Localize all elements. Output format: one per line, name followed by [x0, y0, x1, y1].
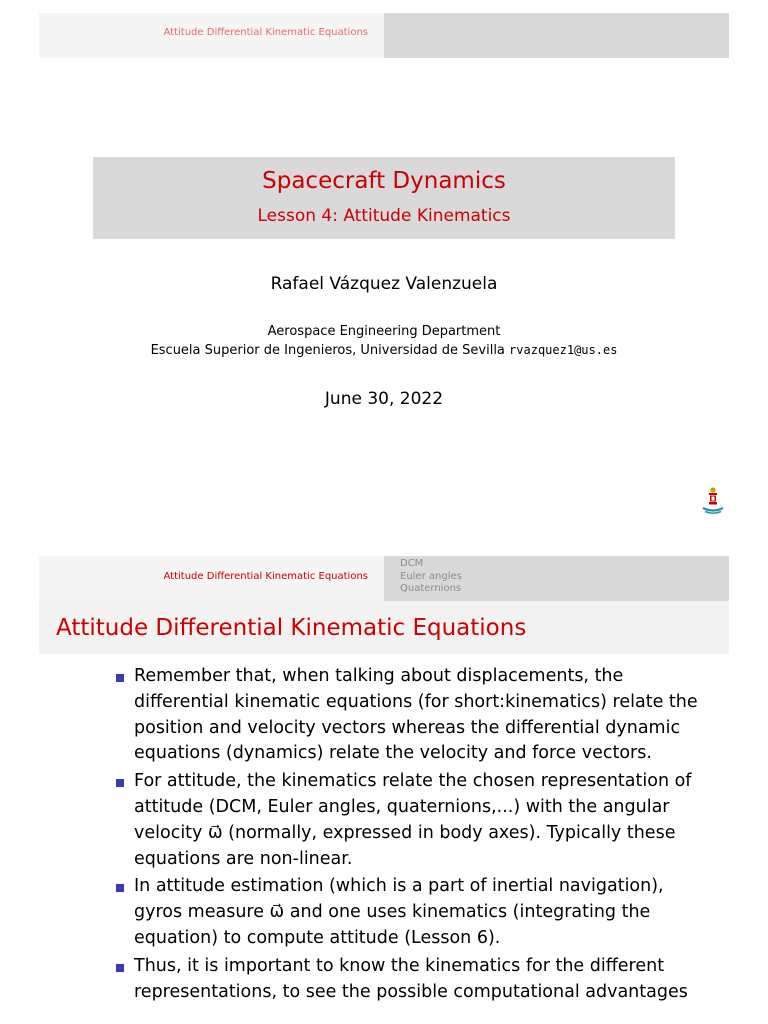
section-nav-link-active[interactable]: Attitude Differential Kinematic Equations — [163, 571, 368, 582]
list-item — [116, 769, 716, 872]
bullet-text: Remember that, when talking about displacements, the differential kinematic equations (for short:kinematics) relate the position and velocity vectors whereas the differential dynamic equations (dynamics) relate the velocity and force vectors. — [134, 666, 698, 764]
frame-title: Attitude Differential Kinematic Equations — [56, 615, 527, 641]
slide2-header-subsection-panel — [384, 556, 729, 601]
subsection-link-quaternions[interactable]: Quaternions — [400, 583, 462, 594]
institution: Escuela Superior de Ingenieros, Universidad de Sevilla — [150, 343, 505, 358]
presentation-title: Spacecraft Dynamics — [262, 168, 506, 194]
subsection-nav — [400, 558, 462, 596]
section-nav-link[interactable]: Attitude Differential Kinematic Equations — [163, 27, 368, 38]
bullet-square-icon — [116, 674, 124, 682]
list-item — [116, 954, 716, 1006]
bullet-square-icon — [116, 964, 124, 972]
department: Aerospace Engineering Department — [267, 324, 501, 339]
slide2-header — [39, 556, 729, 601]
title-box — [93, 157, 675, 239]
subsection-link-dcm[interactable]: DCM — [400, 558, 424, 569]
bullet-text: Thus, it is important to know the kinematics for the different representations, to see the possible computational advantages — [134, 955, 688, 1002]
slide1-header-subsection-panel — [384, 13, 729, 58]
slide2-header-section-panel — [39, 556, 384, 601]
bullet-text: In attitude estimation (which is a part of inertial navigation), gyros measure ω⃗ and one uses kinematics (integrating the equation) to compute attitude (Lesson 6). — [134, 876, 664, 948]
frame-title-bar — [39, 601, 729, 654]
subsection-link-euler-angles[interactable]: Euler angles — [400, 570, 462, 582]
email: rvazquez1@us.es — [509, 343, 618, 357]
bullet-square-icon — [116, 779, 124, 787]
list-item — [116, 874, 716, 951]
slide1-header — [39, 13, 729, 58]
list-item — [116, 664, 716, 767]
author-name: Rafael Vázquez Valenzuela — [270, 274, 498, 294]
institution-line — [0, 343, 768, 358]
university-crest-icon — [702, 487, 724, 515]
presentation-date: June 30, 2022 — [324, 389, 444, 409]
presentation-subtitle: Lesson 4: Attitude Kinematics — [257, 206, 511, 226]
bullet-square-icon — [116, 884, 124, 892]
slide1-header-section-panel — [39, 13, 384, 58]
bullet-list — [116, 664, 716, 1007]
bullet-text: For attitude, the kinematics relate the chosen representation of attitude (DCM, Euler angles, quaternions,...) with the angular velocity ω⃗ (normally, expressed in body axes). Typically these equations are non-linear. — [134, 771, 692, 869]
